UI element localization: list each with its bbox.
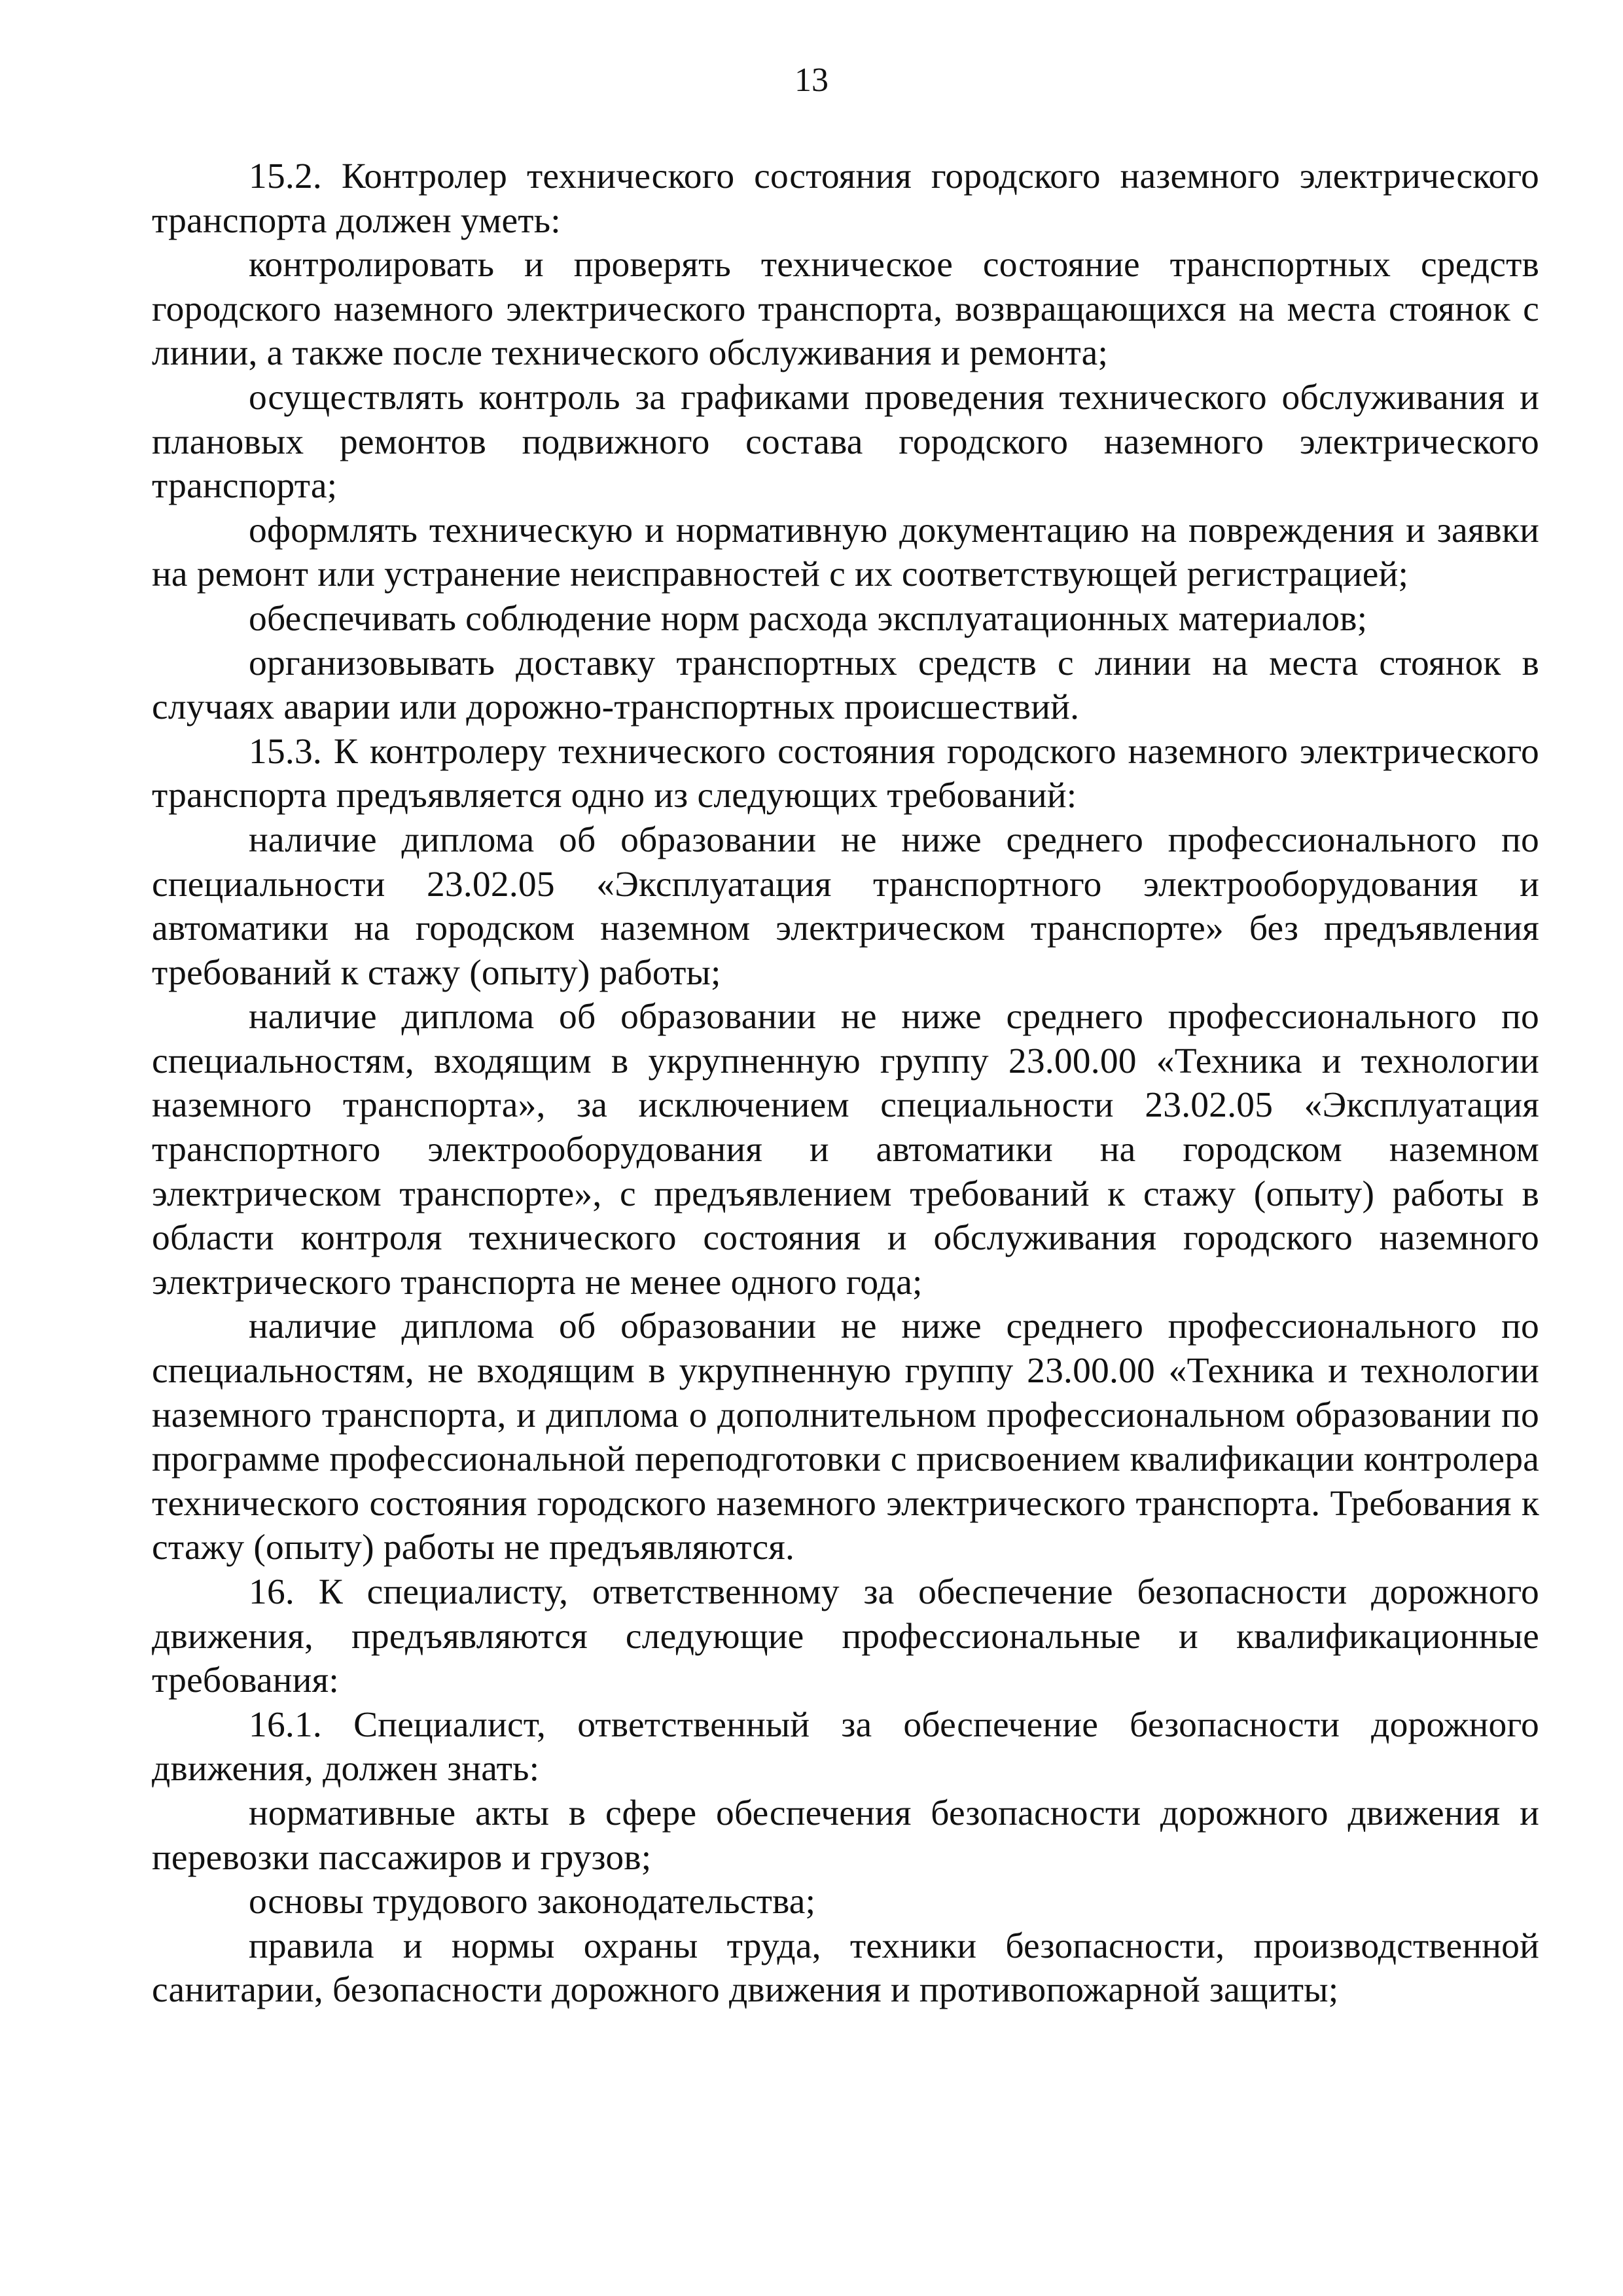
page-number: 13 — [794, 62, 829, 99]
paragraph-item: основы трудового законодательства; — [249, 1882, 816, 1922]
paragraph-item: наличие диплома об образовании не ниже среднего профессионального по специальностям, входящим в укрупненную группу 23.00.00 «Техника и технологии наземного транспорта», за исключением специальности 23.02.05 «Эксплуатация транспортного электрооборудования и автоматики на городском наземном электрическом транспорте», с предъявлением требований к стажу (опыту) работы в области контроля технического состояния и обслуживания городского наземного электрического транспорта не менее одного года; — [152, 997, 1539, 1302]
paragraph-item: обеспечивать соблюдение норм расхода эксплуатационных материалов; — [249, 598, 1368, 639]
paragraph-item: осуществлять контроль за графиками проведения технического обслуживания и плановых ремонтов подвижного состава городского наземного электрического транспорта; — [152, 377, 1539, 507]
paragraph-15-2: 15.2. Контролер технического состояния городского наземного электрического транспорта должен уметь: — [152, 156, 1539, 241]
paragraph-item: нормативные акты в сфере обеспечения безопасности дорожного движения и перевозки пассажиров и грузов; — [152, 1793, 1539, 1878]
document-body — [152, 154, 1539, 2013]
paragraph-item: наличие диплома об образовании не ниже среднего профессионального по специальности 23.02.05 «Эксплуатация транспортного электрооборудования и автоматики на городском наземном электрическом транспорте» без предъявления требований к стажу (опыту) работы; — [152, 819, 1539, 993]
paragraph-item: организовывать доставку транспортных средств с линии на места стоянок в случаях аварии или дорожно-транспортных происшествий. — [152, 643, 1539, 728]
paragraph-item: контролировать и проверять техническое состояние транспортных средств городского наземного электрического транспорта, возвращающихся на места стоянок с линии, а также после технического обслуживания и ремонта; — [152, 245, 1539, 374]
paragraph-item: оформлять техническую и нормативную документацию на повреждения и заявки на ремонт или устранение неисправностей с их соответствующей регистрацией; — [152, 510, 1539, 595]
paragraph-16-1: 16.1. Специалист, ответственный за обеспечение безопасности дорожного движения, должен знать: — [152, 1704, 1539, 1789]
paragraph-item: наличие диплома об образовании не ниже среднего профессионального по специальностям, не входящим в укрупненную группу 23.00.00 «Техника и технологии наземного транспорта, и диплома о дополнительном профессиональном образовании по программе профессиональной переподготовки с присвоением квалификации контролера технического состояния городского наземного электрического транспорта. Требования к стажу (опыту) работы не предъявляются. — [152, 1306, 1539, 1568]
paragraph-item: правила и нормы охраны труда, техники безопасности, производственной санитарии, безопасности дорожного движения и противопожарной защиты; — [152, 1926, 1539, 2011]
paragraph-16: 16. К специалисту, ответственному за обеспечение безопасности дорожного движения, предъявляются следующие профессиональные и квалификационные требования: — [152, 1572, 1539, 1701]
paragraph-15-3: 15.3. К контролеру технического состояния городского наземного электрического транспорта предъявляется одно из следующих требований: — [152, 731, 1539, 816]
